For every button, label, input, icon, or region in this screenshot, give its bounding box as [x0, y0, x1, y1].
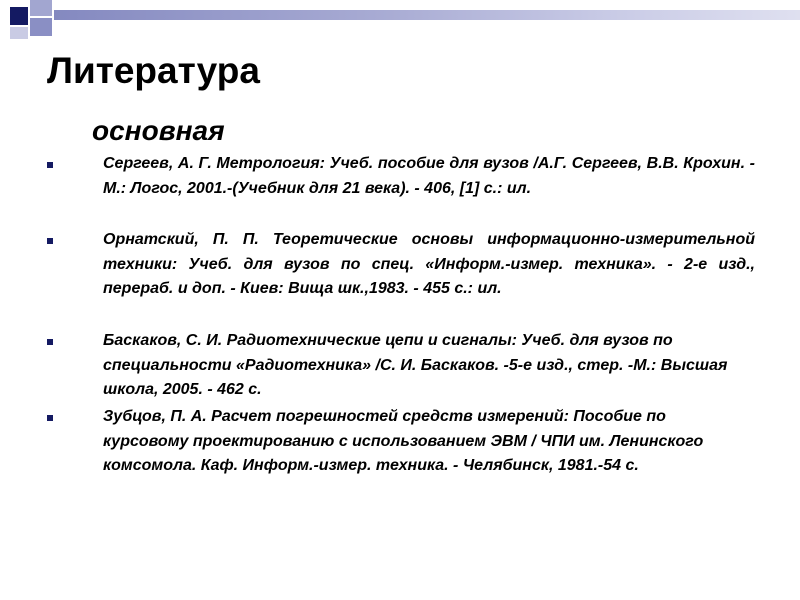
reference-item: [103, 228, 755, 302]
header-square-mid-top: [30, 0, 52, 16]
reference-text: Зубцов, П. А. Расчет погрешностей средств измерений: Пособие по курсовому проектированию с использованием ЭВМ / ЧПИ им. Ленинского комсомола. Каф. Информ.-измер. техника. - Челябинск, 1981.-54 с.: [103, 408, 704, 474]
reference-text: Сергеев, А. Г. Метрология: Учеб. пособие для вузов /А.Г. Сергеев, В.В. Крохин. - М.: Логос, 2001.-(Учебник для 21 века). - 406, [1] с.: ил.: [103, 155, 755, 197]
reference-item: [103, 405, 755, 479]
bullet-square-icon: [47, 415, 53, 421]
reference-item: [103, 152, 755, 201]
reference-text: Орнатский, П. П. Теоретические основы информационно-измерительной техники: Учеб. для вузов по спец. «Информ.-измер. техника». - 2-е изд., перераб. и доп. - Киев: Вища шк.,1983. - 455 с.: ил.: [103, 231, 755, 297]
header-square-dark: [10, 7, 28, 25]
header-square-light: [10, 27, 28, 39]
reference-item: [103, 329, 755, 403]
slide-title: Литература: [47, 50, 260, 91]
reference-text: Баскаков, С. И. Радиотехнические цепи и сигналы: Учеб. для вузов по специальности «Радиотехника» /С. И. Баскаков. -5-е изд., стер. -М.: Высшая школа, 2005. - 462 с.: [103, 332, 728, 398]
bullet-square-icon: [47, 238, 53, 244]
header-square-mid-bottom: [30, 18, 52, 36]
header-gradient-bar: [54, 10, 800, 20]
bullet-square-icon: [47, 339, 53, 345]
slide-subtitle: основная: [92, 115, 225, 146]
bullet-square-icon: [47, 162, 53, 168]
